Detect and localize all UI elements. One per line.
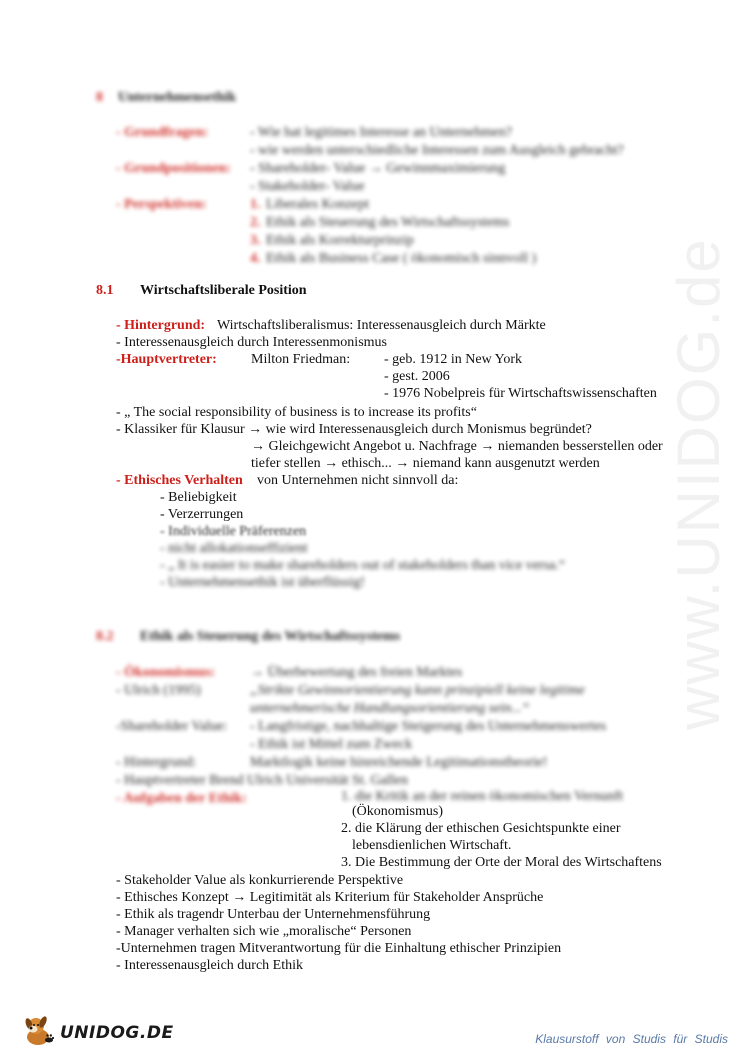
reason-item: - nicht allokationseffizient — [160, 541, 308, 556]
klassiker-line: - Klassiker für Klausur → wie wird Interessenausgleich durch Monismus begründet? — [116, 422, 592, 437]
reason-item: - Individuelle Präferenzen — [160, 524, 307, 539]
row-label: - Grundpositionen: — [116, 161, 231, 176]
section-8-2-number: 8.2 — [96, 629, 114, 644]
row-text: unternehmerische Handlungsorientierung sein...“ — [250, 701, 530, 716]
watermark: www.UNIDOG.de — [665, 237, 732, 730]
fact-line: - gest. 2006 — [384, 369, 450, 384]
row-num: 4. — [250, 251, 261, 266]
bullet-line: -Unternehmen tragen Mitverantwortung für die Einhaltung ethischer Prinzipien — [116, 941, 562, 956]
section-8-1-number: 8.1 — [96, 283, 114, 298]
ethisch-label: - Ethisches Verhalten — [116, 473, 243, 488]
section-8-1-title: Wirtschaftsliberale Position — [140, 283, 307, 298]
row-label: - Perspektiven: — [116, 197, 207, 212]
row-num: 3. — [250, 233, 261, 248]
row-text: - Stakeholder- Value — [250, 179, 365, 194]
aufgaben-item: lebensdienlichen Wirtschaft. — [352, 838, 512, 853]
aufgaben-item: 1. die Kritik an der reinen ökonomischen Vernunft — [341, 789, 624, 804]
aufgaben-item: 3. Die Bestimmung der Orte der Moral des Wirtschaftens — [341, 855, 662, 870]
row-text: - Wie hat legitimes Interesse an Unternehmen? — [250, 125, 512, 140]
bullet-line: - Ethisches Konzept → Legitimität als Kriterium für Stakeholder Ansprüche — [116, 890, 544, 905]
row-text: - wie werden unterschiedliche Interessen zum Ausgleich gebracht? — [250, 143, 624, 158]
section-8-number: 8 — [96, 90, 103, 105]
text-line: - Interessenausgleich durch Interessenmonismus — [116, 335, 387, 350]
hintergrund-text: Wirtschaftsliberalismus: Interessenausgleich durch Märkte — [217, 318, 546, 333]
row-label: - Grundfragen: — [116, 125, 209, 140]
section-8-title: Unternehmensethik — [118, 90, 237, 105]
row-num: 1. — [250, 197, 261, 212]
row-text: → Überbewertung des freien Marktes — [250, 665, 463, 680]
section-8-2-title: Ethik als Steuerung des Wirtschaftssystems — [140, 629, 401, 644]
dog-mascot-icon — [22, 1015, 56, 1053]
klassiker-line: → Gleichgewicht Angebot u. Nachfrage → niemanden besserstellen oder — [251, 439, 663, 454]
row-text: Ethik als Business Case ( ökonomisch sinnvoll ) — [266, 251, 537, 266]
fact-line: - 1976 Nobelpreis für Wirtschaftswissenschaften — [384, 386, 657, 401]
row-text: - Langfristige, nachhaltige Steigerung des Unternehmenswertes — [250, 719, 607, 734]
row-label: - Ulrich (1995) — [116, 683, 201, 698]
fact-line: - geb. 1912 in New York — [384, 352, 523, 367]
row-text: „Strikte Gewinnorientierung kann prinzipiell keine legitime — [250, 683, 585, 698]
reason-item: - „ It is easier to make shareholders out of stakeholders than vice versa.“ — [160, 558, 566, 573]
reason-item: - Beliebigkeit — [160, 490, 237, 505]
row-label: - Hintergrund: — [116, 755, 197, 770]
footer-slogan: Klausurstoff von Studis für Studis — [535, 1032, 728, 1046]
row-text: - Shareholder- Value → Gewinnmaximierung — [250, 161, 506, 176]
bullet-line: - Manager verhalten sich wie „moralische“ Personen — [116, 924, 412, 939]
row-label: - Hauptvertreter Brend Ulrich Universität St. Gallen — [116, 773, 408, 788]
row-num: 2. — [250, 215, 261, 230]
row-text: Liberales Konzept — [266, 197, 370, 212]
klassiker-line: tiefer stellen → ethisch... → niemand kann ausgenutzt werden — [251, 456, 600, 471]
aufgaben-item: (Ökonomismus) — [352, 804, 443, 819]
bullet-line: - Ethik als tragendr Unterbau der Unternehmensführung — [116, 907, 431, 922]
bullet-line: - Stakeholder Value als konkurrierende Perspektive — [116, 873, 404, 888]
hintergrund-label: - Hintergrund: — [116, 318, 206, 333]
quote-line: - „ The social responsibility of business is to increase its profits“ — [116, 405, 477, 420]
aufgaben-label: - Aufgaben der Ethik: — [116, 791, 247, 806]
row-label: - Ökonomismus: — [116, 665, 216, 680]
row-label: -Shareholder Value: — [116, 719, 228, 734]
row-text: Marktlogik keine hinreichende Legitimationstheorie! — [250, 755, 548, 770]
hauptvertreter-name: Milton Friedman: — [251, 352, 351, 367]
ethisch-text: von Unternehmen nicht sinnvoll da: — [257, 473, 459, 488]
row-text: - Ethik ist Mittel zum Zweck — [250, 737, 413, 752]
logo-text: UNIDOG.DE — [60, 1023, 174, 1043]
row-text: Ethik als Steuerung des Wirtschaftssystems — [266, 215, 510, 230]
hauptvertreter-label: -Hauptvertreter: — [116, 352, 217, 367]
reason-item: - Verzerrungen — [160, 507, 244, 522]
footer-logo[interactable] — [22, 1015, 174, 1053]
bullet-line: - Interessenausgleich durch Ethik — [116, 958, 303, 973]
reason-item: - Unternehmensethik ist überflüssig! — [160, 575, 365, 590]
aufgaben-item: 2. die Klärung der ethischen Gesichtspunkte einer — [341, 821, 621, 836]
row-text: Ethik als Korrekturprinzip — [266, 233, 414, 248]
